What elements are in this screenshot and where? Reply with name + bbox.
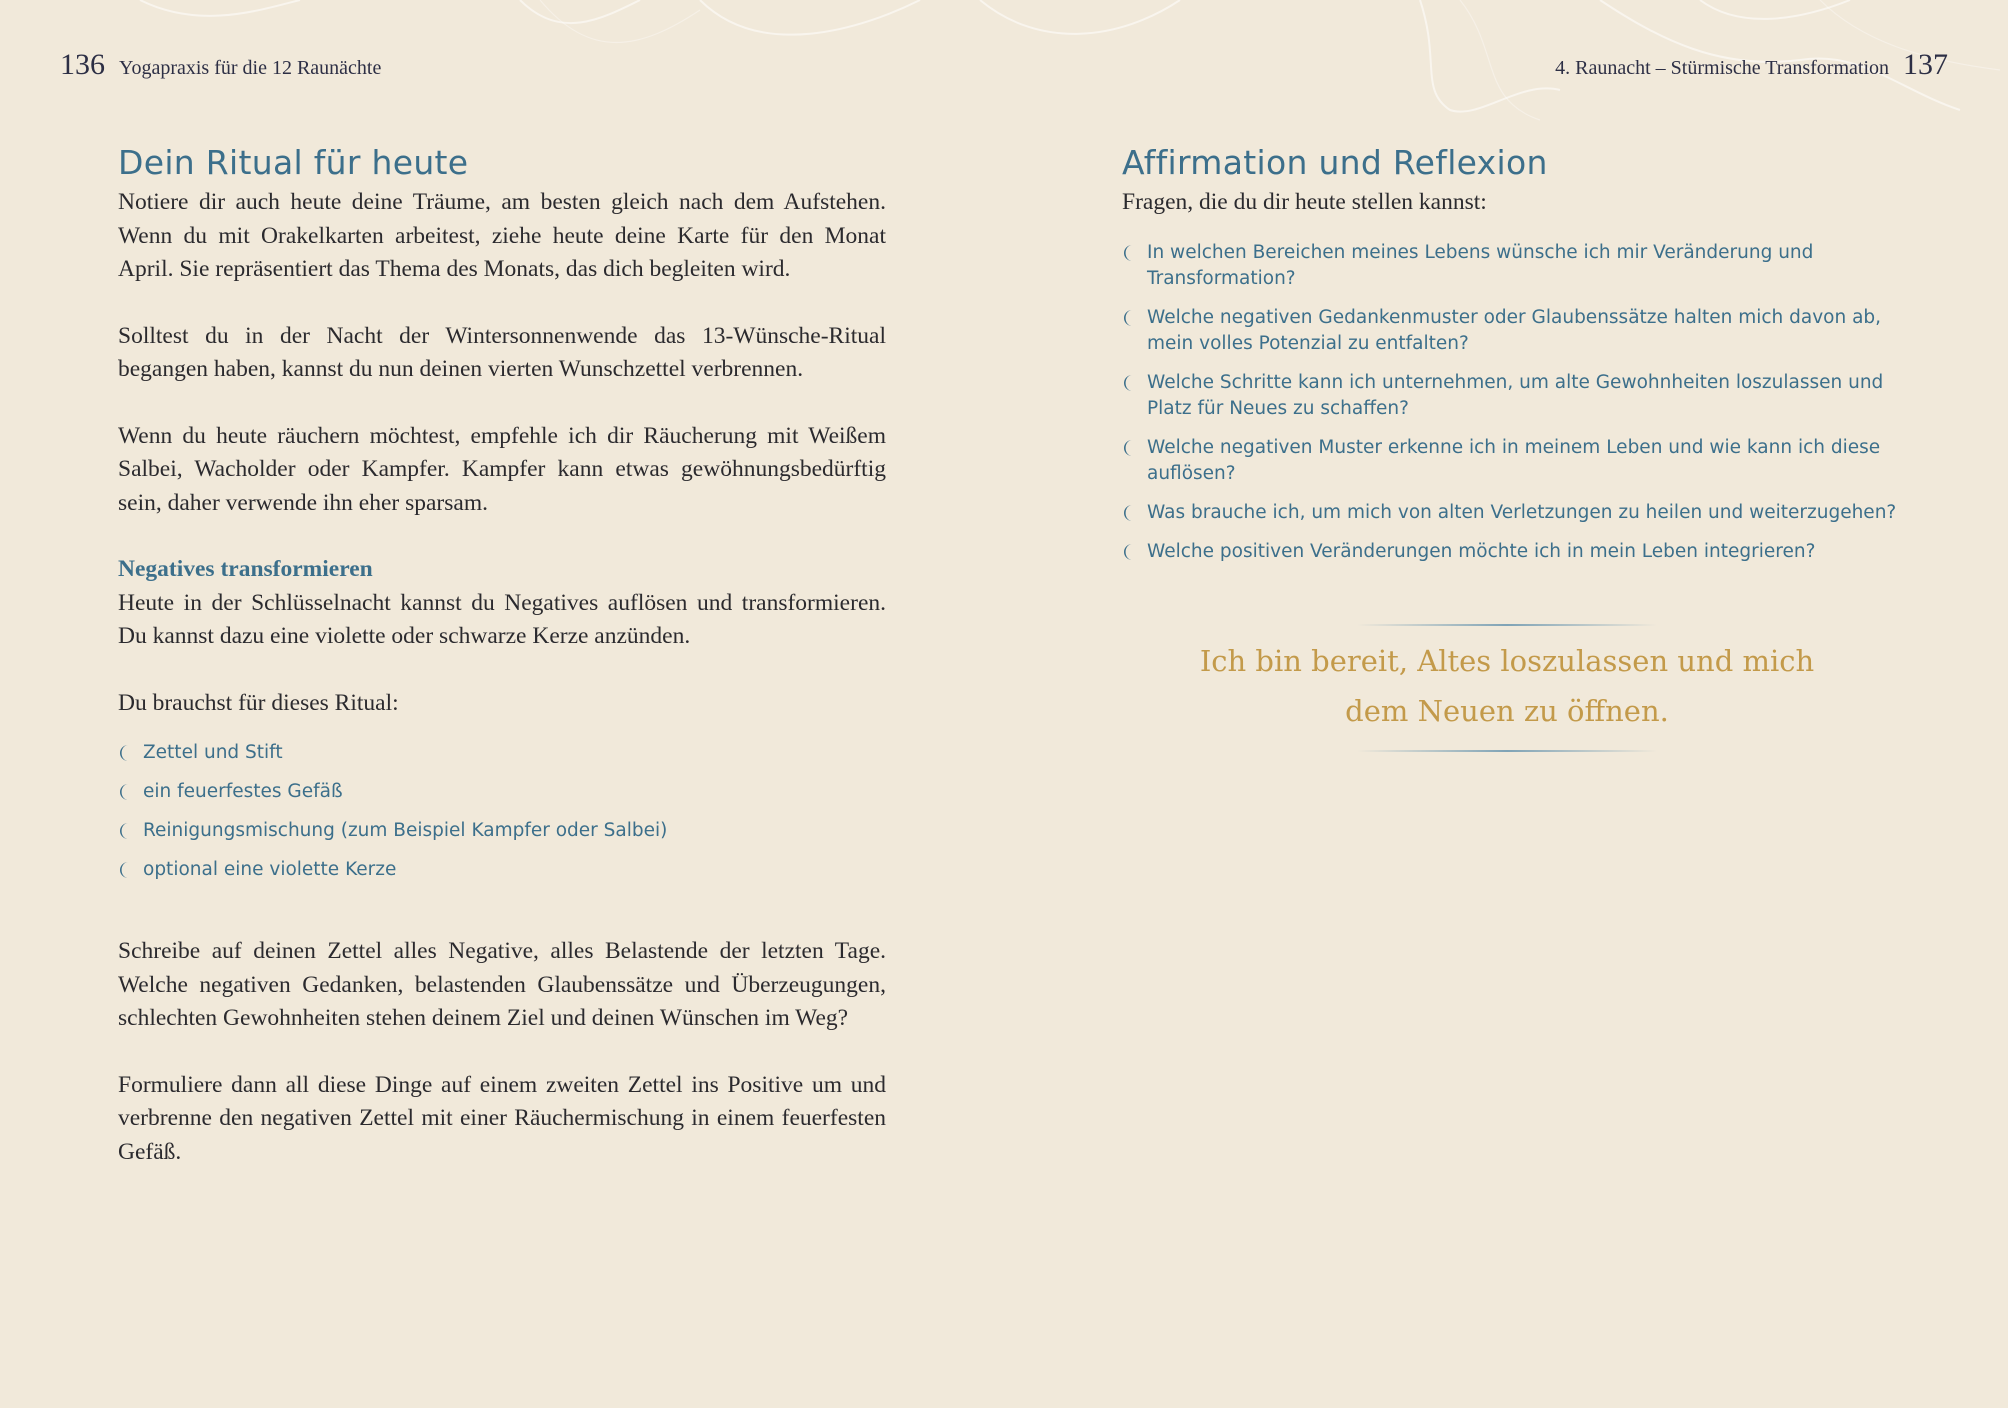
question-item <box>1122 370 1898 422</box>
crescent-moon-icon <box>118 822 134 840</box>
list-item <box>118 818 886 844</box>
left-page <box>0 0 1004 1408</box>
question-text: Welche negativen Muster erkenne ich in meinem Leben und wie kann ich diese auflösen? <box>1147 436 1881 484</box>
crescent-moon-icon <box>1122 244 1138 262</box>
question-item <box>1122 305 1898 357</box>
crescent-moon-icon <box>1122 374 1138 392</box>
right-running-header <box>1555 48 1948 82</box>
page-number-left: 136 <box>60 48 105 81</box>
paragraph-dreams: Notiere dir auch heute deine Träume, am besten gleich nach dem Aufstehen. Wenn du mit Orakelkarten arbeitest, ziehe heute deine Karte für den Monat April. Sie repräsentiert das Thema des Monats, das dich begleiten wird. <box>118 189 886 282</box>
affirmation-heading: Affirmation und Reflexion <box>1122 143 1548 182</box>
affirmation-quote <box>1104 636 1910 736</box>
question-item <box>1122 240 1898 292</box>
question-item <box>1122 500 1898 526</box>
list-item-text: Reinigungsmischung (zum Beispiel Kampfer oder Salbei) <box>143 820 668 841</box>
list-item-text: Zettel und Stift <box>143 742 283 763</box>
paragraph-smudging: Wenn du heute räuchern möchtest, empfehle ich dir Räucherung mit Weißem Salbei, Wacholder oder Kampfer. Kampfer kann etwas gewöhnungsbedürftig sein, daher verwende ihn eher sparsam. <box>118 422 886 516</box>
crescent-moon-icon <box>118 744 134 762</box>
crescent-moon-icon <box>1122 309 1138 327</box>
list-item <box>118 857 886 883</box>
affirmation-line-1: Ich bin bereit, Altes loszulassen und mich <box>1199 644 1815 678</box>
page-bottom-edge <box>0 1408 2008 1417</box>
paragraph-reformulate: Formuliere dann all diese Dinge auf einem zweiten Zettel ins Positive um und verbrenne den negativen Zettel mit einer Räuchermischung in einem feuerfesten Gefäß. <box>118 1071 886 1165</box>
paragraph-needs: Du brauchst für dieses Ritual: <box>118 689 399 716</box>
page-number-right: 137 <box>1903 48 1948 81</box>
list-item-text: ein feuerfestes Gefäß <box>143 781 343 802</box>
subheading-transform: Negatives transformieren <box>118 556 373 582</box>
left-running-header <box>60 48 381 82</box>
paragraph-wish-ritual: Solltest du in der Nacht der Wintersonnenwende das 13-Wünsche-Ritual begangen haben, kannst du nun deinen vierten Wunschzettel verbrennen. <box>118 322 886 382</box>
crescent-moon-icon <box>1122 439 1138 457</box>
question-item <box>1122 539 1898 565</box>
question-text: Welche positiven Veränderungen möchte ich in mein Leben integrieren? <box>1147 540 1816 562</box>
list-item <box>118 779 886 805</box>
affirmation-line-2: dem Neuen zu öffnen. <box>1345 694 1669 728</box>
question-text: Was brauche ich, um mich von alten Verletzungen zu heilen und weiterzugehen? <box>1147 501 1897 523</box>
question-text: Welche negativen Gedankenmuster oder Glaubenssätze halten mich davon ab, mein volles Potenzial zu entfalten? <box>1147 306 1882 354</box>
left-column <box>118 140 886 1169</box>
paragraph-keynight: Heute in der Schlüsselnacht kannst du Negatives auflösen und transformieren. Du kannst dazu eine violette oder schwarze Kerze anzünden. <box>118 589 886 649</box>
paragraph-write-negative: Schreibe auf deinen Zettel alles Negative, alles Belastende der letzten Tage. Welche negativen Gedanken, belastenden Glaubenssätze und Überzeugungen, schlechten Gewohnheiten stehen deinem Ziel und deinen Wünschen im Weg? <box>118 938 886 1031</box>
question-text: Welche Schritte kann ich unternehmen, um alte Gewohnheiten loszulassen und Platz für Neues zu schaffen? <box>1147 371 1884 419</box>
affirmation-bottom-rule <box>1357 750 1657 752</box>
question-item <box>1122 435 1898 487</box>
crescent-moon-icon <box>118 783 134 801</box>
list-item <box>118 740 886 766</box>
ritual-heading: Dein Ritual für heute <box>118 143 469 182</box>
list-item-text: optional eine violette Kerze <box>143 859 397 880</box>
crescent-moon-icon <box>1122 504 1138 522</box>
right-column <box>1122 140 1898 565</box>
affirmation-top-rule <box>1357 624 1657 626</box>
question-text: In welchen Bereichen meines Lebens wünsche ich mir Veränderung und Transformation? <box>1147 241 1814 289</box>
questions-intro: Fragen, die du dir heute stellen kannst: <box>1122 189 1487 215</box>
crescent-moon-icon <box>118 861 134 879</box>
affirmation-box <box>1104 624 1910 752</box>
crescent-moon-icon <box>1122 543 1138 561</box>
chapter-title: 4. Raunacht – Stürmische Transformation <box>1555 57 1889 79</box>
ritual-items-list <box>118 740 886 883</box>
book-title: Yogapraxis für die 12 Raunächte <box>119 57 382 79</box>
reflection-questions-list <box>1122 240 1898 565</box>
